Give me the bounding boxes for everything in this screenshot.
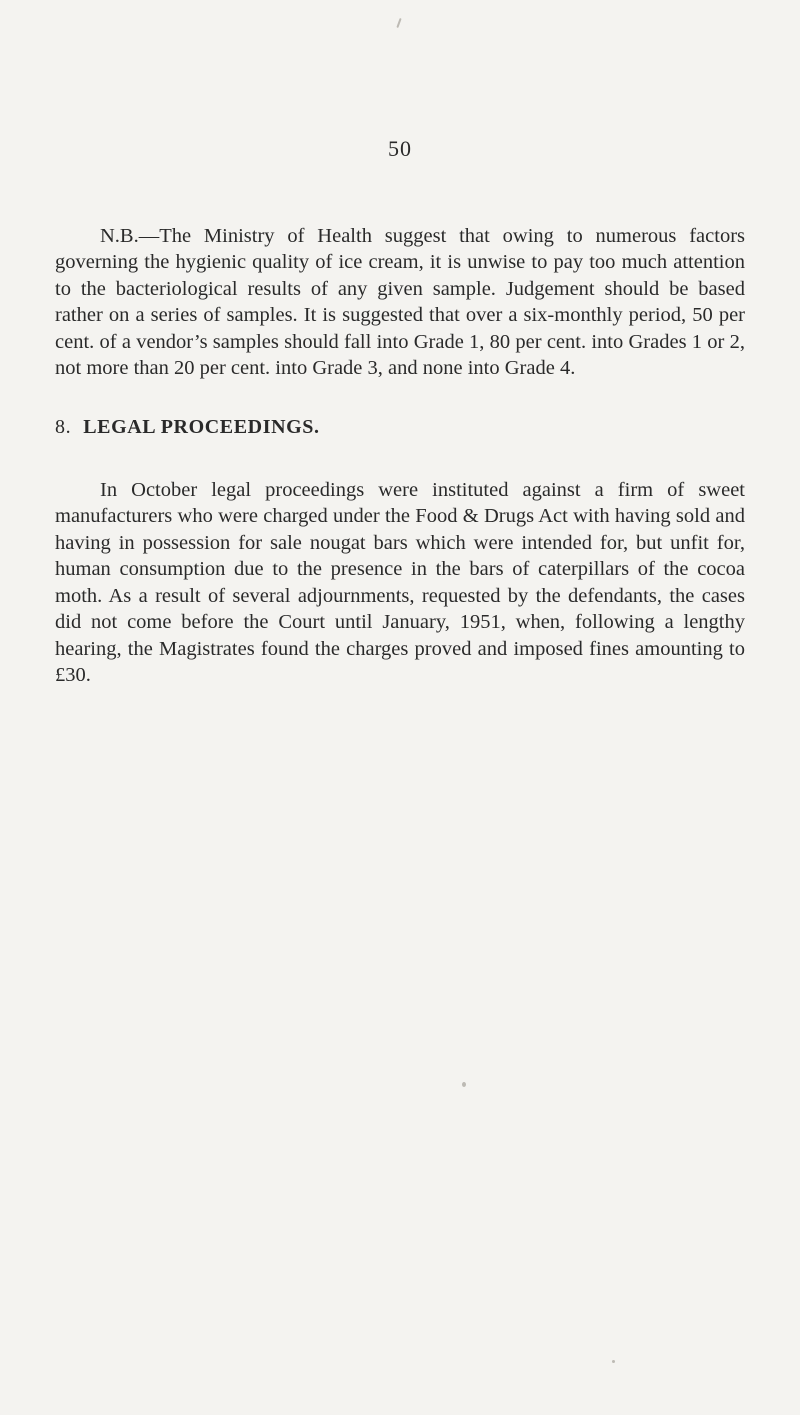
- section-title: LEGAL PROCEEDINGS.: [83, 416, 320, 438]
- legal-proceedings-paragraph: In October legal proceedings were instituted against a firm of sweet manufacturers who were charged under the Food & Drugs Act with having sold and having in possession for sale nougat bars which were intended for, but unfit for, human consumption due to the presence in the bars of caterpillars of the cocoa moth. As a result of several adjournments, requested by the defendants, the cases did not come before the Court until January, 1951, when, following a lengthy hearing, the Magistrates found the charges proved and imposed fines amounting to £30.: [55, 478, 745, 686]
- paper-speck: [612, 1360, 615, 1363]
- paper-speck: [462, 1082, 466, 1087]
- page-number: 50: [388, 136, 412, 161]
- section-heading: [55, 416, 320, 439]
- paper-speck: [396, 18, 401, 28]
- section-number: 8.: [55, 416, 72, 438]
- nb-paragraph: N.B.—The Ministry of Health suggest that owing to numerous factors governing the hygienic quality of ice cream, it is unwise to pay too much attention to the bacteriological results of any given sample. Judgement should be based rather on a series of samples. It is suggested that over a six-monthly period, 50 per cent. of a vendor’s samples should fall into Grade 1, 80 per cent. into Grades 1 or 2, not more than 20 per cent. into Grade 3, and none into Grade 4.: [55, 224, 745, 379]
